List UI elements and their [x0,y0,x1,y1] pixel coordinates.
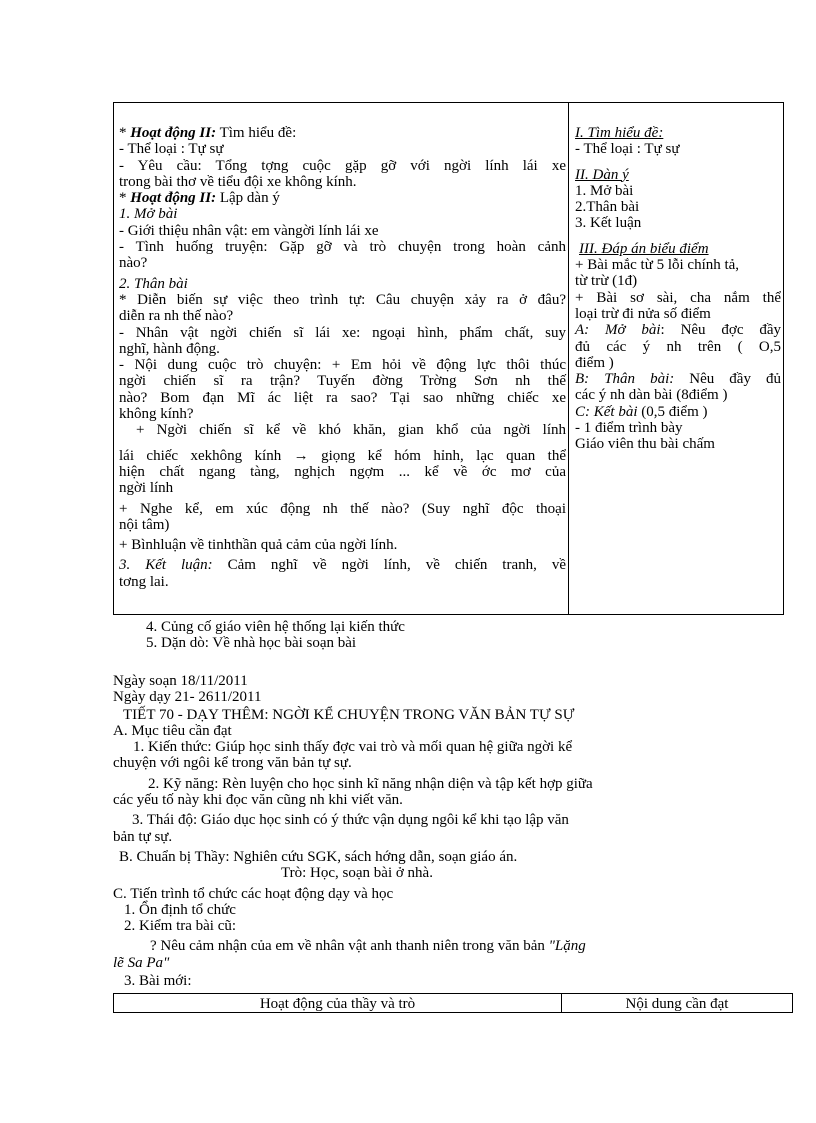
table-column-divider [568,103,569,614]
text-line: nội tâm) [119,516,170,533]
activity-column [119,125,566,590]
text-line: nào? Bom đạn Mĩ ác liệt ra sao? Tại sao những chiếc xe [119,389,566,406]
text-line: Trò: Học, soạn bài ở nhà. [281,865,433,882]
text-line: B: Thân bài: Nêu đầy đủ [575,371,781,388]
activity-heading: * Hoạt động II: Tìm hiểu đề: [119,125,297,141]
text-line: hiện chất ngang tàng, nghịch ngợm ... kể về ớc mơ của [119,463,566,480]
text-line: 2. Kiểm tra bài cũ: [124,918,237,935]
lesson-table [113,102,784,615]
text-line: trong bài thơ về tiểu đội xe không kính. [119,173,357,190]
consolidation-list [113,619,736,652]
text-line: loại trừ đi nửa số điểm [575,305,711,322]
lesson-title: TIẾT 70 - DẠY THÊM: NGỜI KỂ CHUYỆN TRONG VĂN BẢN TỰ SỰ [123,706,575,723]
section-heading: II. Dàn ý [575,166,629,183]
section-heading: A. Mục tiêu cần đạt [113,722,232,739]
text-line: 2. Kỹ năng: Rèn luyện cho học sinh kĩ năng nhận diện và tập kết hợp giữa [148,775,593,792]
section-heading: 1. Mở bài [119,206,178,223]
text-line: không kính? [119,406,194,423]
text-line: + Ngời chiến sĩ kể về khó khăn, gian khổ của ngời lính [136,422,566,439]
text-line: lẽ Sa Pa" [113,954,170,971]
text-line: chuyện với ngôi kể trong văn bản tự sự. [113,755,352,772]
text-line: - Tình huống truyện: Gặp gỡ và trò chuyện trong hoàn cảnh [119,239,566,256]
text-line: + Bìnhluận về tinhthần quả cảm của ngời lính. [119,537,398,554]
text-line: 4. Củng cố giáo viên hệ thống lại kiến thức [146,619,405,635]
text-line: A: Mở bài: Nêu đợc đầy [575,322,782,339]
date-taught: Ngày dạy 21- 2611/2011 [113,689,262,706]
text-line: Giáo viên thu bài chấm [575,436,715,453]
text-line: * Diễn biến sự việc theo trình tự: Câu chuyện xảy ra ở đâu? [119,291,566,308]
text-line: 5. Dặn dò: Về nhà học bài soạn bài [146,635,357,652]
text-line: - Nội dung cuộc trò chuyện: + Em hỏi về động lực thôi thúc [119,357,566,374]
text-line: từ trừ (1đ) [575,273,638,290]
text-line: - 1 điểm trình bày [575,420,683,437]
text-line: - Thể loại : Tự sự [119,141,224,158]
text-line: - Thể loại : Tự sự [575,141,680,158]
content-column [575,125,781,453]
text-line: ngời lính [119,480,174,497]
text-line: 3. Kết luận [575,215,642,232]
text-line: C: Kết bài (0,5 điểm ) [575,403,708,420]
text-line: 3. Thái độ: Giáo dục học sinh có ý thức vận dụng ngôi kể khi tạo lập văn [132,812,569,829]
text-line: 1. Kiến thức: Giúp học sinh thấy đợc vai trò và mối quan hệ giữa ngời kể [133,739,573,756]
text-line: - Nhân vật ngời chiến sĩ lái xe: ngoại hình, phẩm chất, suy [119,324,566,341]
text-line: bản tự sự. [113,828,173,845]
text-line: các ý nh dàn bài (8điểm ) [575,387,728,404]
text-line: tơng lai. [119,573,169,590]
section-heading: III. Đáp án biểu điểm [579,240,709,257]
text-line: + Bài sơ sài, cha nắm thể [575,289,781,306]
text-line: 1. Ổn định tổ chức [124,901,236,918]
text-line: nghĩ, hành động. [119,340,220,357]
section-heading: I. Tìm hiểu đề: [575,125,664,141]
text-line: + Bài mắc từ 5 lỗi chính tả, [575,257,740,274]
text-line: ngời chiến sĩ ra trận? Tuyến đờng Trờng Sơn nh thế [119,373,566,390]
text-line: lái chiếc xekhông kính → giọng kể hóm hỉnh, lạc quan thể [119,447,566,464]
text-line: đủ các ý nh trên ( O,5 [575,338,781,355]
text-line: B. Chuẩn bị Thầy: Nghiên cứu SGK, sách hớng dẫn, soạn giáo án. [119,848,518,865]
text-line: - Yêu cầu: Tổng tợng cuộc gặp gỡ với ngời lính lái xe [119,157,566,174]
text-line: ? Nêu cảm nhận của em về nhân vật anh thanh niên trong văn bản "Lặng [150,938,586,955]
activity-heading: * Hoạt động II: Lập dàn ý [119,190,280,207]
text-line: nào? [119,255,148,272]
conclusion-line: 3. Kết luận: Cảm nghĩ về ngời lính, về chiến tranh, về [119,557,566,574]
text-line: + Nghe kể, em xúc động nh thế nào? (Suy nghĩ độc thoại [119,500,566,517]
text-line: các yếu tố này khi đọc văn cũng nh khi viết văn. [113,792,403,809]
activity-table-header [113,993,793,1013]
text-line: diễn ra nh thế nào? [119,308,234,325]
text-line: 3. Bài mới: [124,973,192,990]
header-teacher-student-activity: Hoạt động của thầy và trò [259,996,416,1012]
date-prepared: Ngày soạn 18/11/2011 [113,673,248,689]
text-line: - Giới thiệu nhân vật: em vàngời lính lái xe [119,222,379,239]
section-heading: 2. Thân bài [119,275,188,292]
text-line: 2.Thân bài [575,199,640,216]
text-line: 1. Mở bài [575,182,634,199]
header-required-content: Nội dung cần đạt [625,996,729,1012]
text-line: C. Tiến trình tổ chức các hoạt động dạy và học [113,885,394,902]
lesson-plan [113,673,703,989]
text-line: điểm ) [575,354,614,371]
